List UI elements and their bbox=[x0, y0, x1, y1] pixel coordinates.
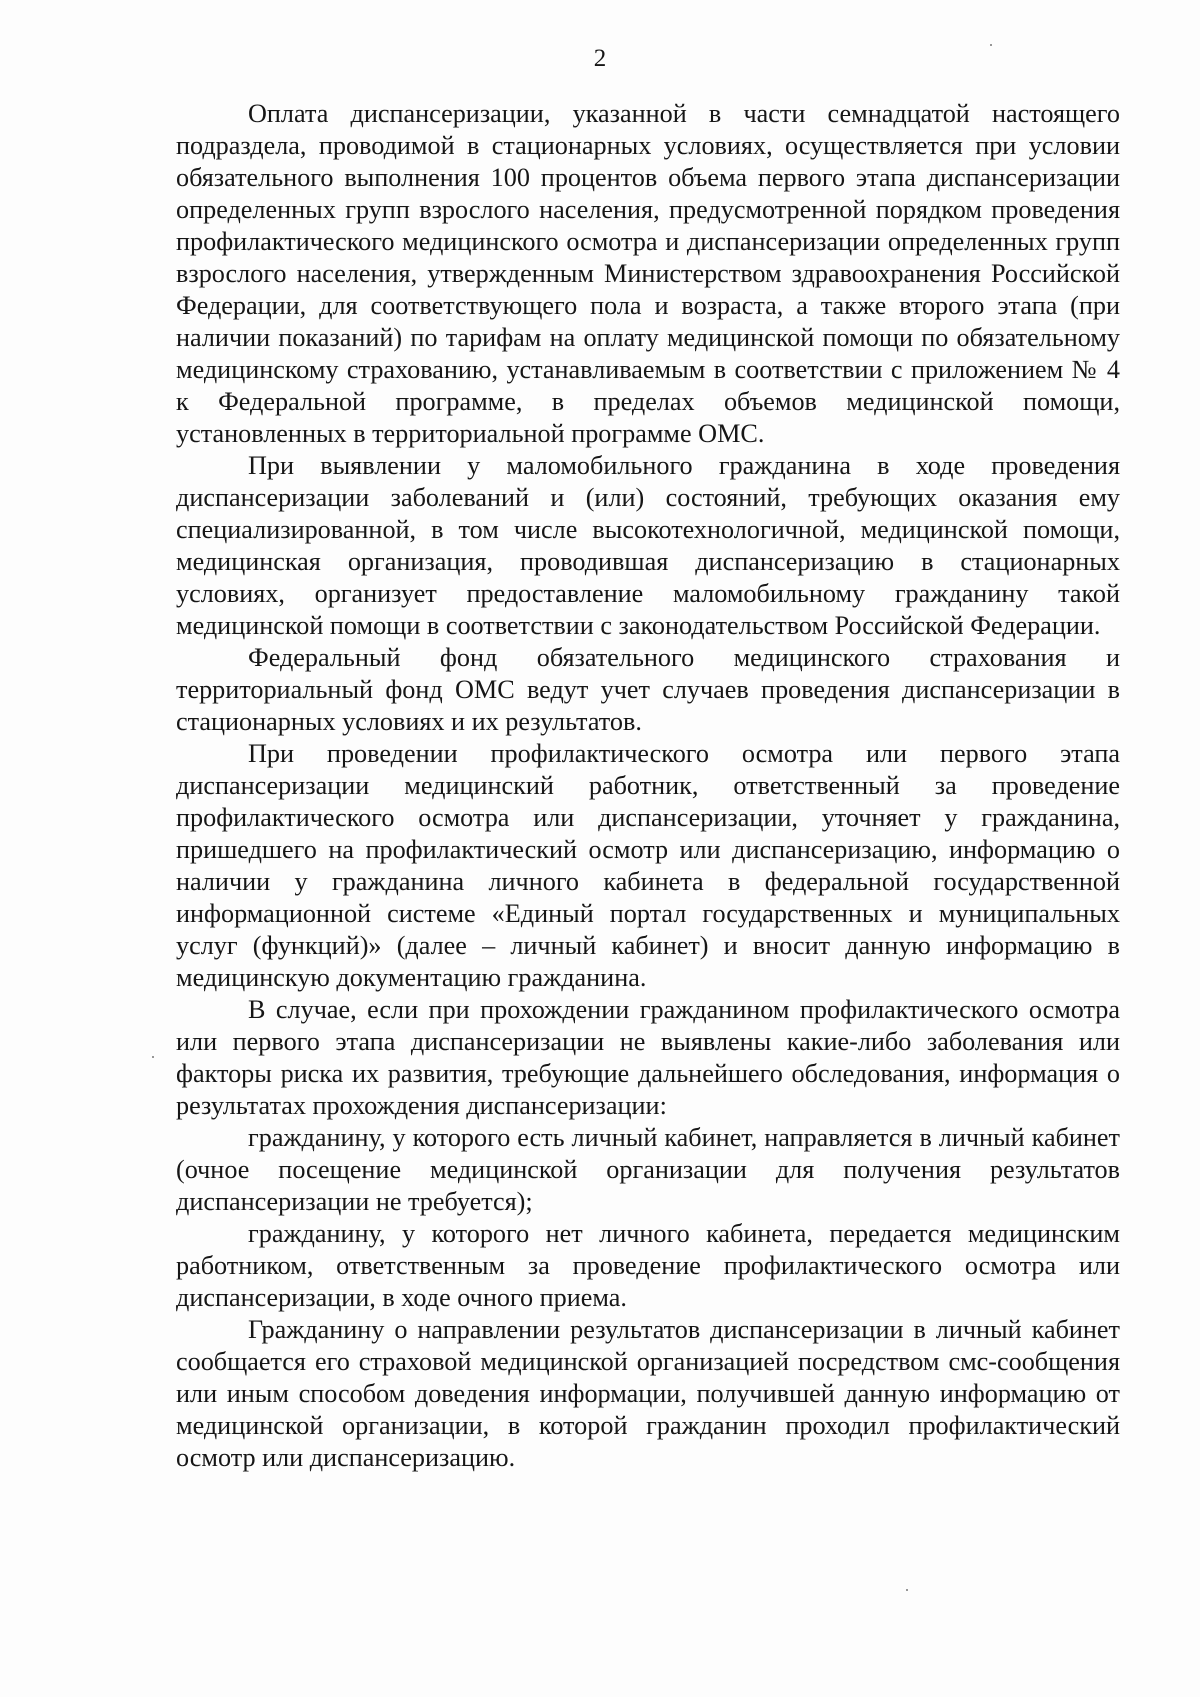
paragraph-with-personal-account: гражданину, у которого есть личный кабинет, направляется в личный кабинет (очное посещение медицинской организации для получения результатов диспансеризации не требуется); bbox=[176, 1123, 1120, 1216]
paragraph-insurer-notification: Гражданину о направлении результатов диспансеризации в личный кабинет сообщается его страховой медицинской организацией посредством смс-сообщения или иным способом доведения информации, получившей данную информацию от медицинской организации, в которой гражданин проходил профилактический осмотр или диспансеризацию. bbox=[176, 1315, 1120, 1472]
paragraph-personal-account-check: При проведении профилактического осмотра или первого этапа диспансеризации медицинский работник, ответственный за проведение профилактического осмотра или диспансеризации, уточняет у гражданина, пришедшего на профилактический осмотр или диспансеризацию, информацию о наличии у гражданина личного кабинета в федеральной государственной информационной системе «Единый портал государственных и муниципальных услуг (функций)» (далее – личный кабинет) и вносит данную информацию в медицинскую документацию гражданина. bbox=[176, 739, 1120, 992]
document-body bbox=[176, 98, 1120, 1474]
paragraph-payment: Оплата диспансеризации, указанной в части семнадцатой настоящего подраздела, проводимой в стационарных условиях, осуществляется при условии обязательного выполнения 100 процентов объема первого этапа диспансеризации определенных групп взрослого населения, предусмотренной порядком проведения профилактического медицинского осмотра и диспансеризации определенных групп взрослого населения, утвержденным Министерством здравоохранения Российской Федерации, для соответствующего пола и возраста, а также второго этапа (при наличии показаний) по тарифам на оплату медицинской помощи по обязательному медицинскому страхованию, устанавливаемым в соответствии с приложением № 4 к Федеральной программе, в пределах объемов медицинской помощи, установленных в территориальной программе ОМС. bbox=[176, 99, 1120, 448]
scan-speck bbox=[990, 44, 992, 46]
scan-speck bbox=[906, 1589, 908, 1591]
paragraph-funds-accounting: Федеральный фонд обязательного медицинского страхования и территориальный фонд ОМС ведут учет случаев проведения диспансеризации в стационарных условиях и их результатов. bbox=[176, 643, 1120, 736]
paragraph-low-mobility-citizen: При выявлении у маломобильного гражданина в ходе проведения диспансеризации заболеваний и (или) состояний, требующих оказания ему специализированной, в том числе высокотехнологичной, медицинской помощи, медицинская организация, проводившая диспансеризацию в стационарных условиях, организует предоставление маломобильному гражданину такой медицинской помощи в соответствии с законодательством Российской Федерации. bbox=[176, 451, 1120, 640]
scan-speck bbox=[152, 1056, 154, 1058]
page-number: 2 bbox=[593, 45, 607, 72]
paragraph-without-personal-account: гражданину, у которого нет личного кабинета, передается медицинским работником, ответственным за проведение профилактического осмотра или диспансеризации, в ходе очного приема. bbox=[176, 1219, 1120, 1312]
paragraph-results-info: В случае, если при прохождении гражданином профилактического осмотра или первого этапа диспансеризации не выявлены какие-либо заболевания или факторы риска их развития, требующие дальнейшего обследования, информация о результатах прохождения диспансеризации: bbox=[176, 995, 1120, 1120]
